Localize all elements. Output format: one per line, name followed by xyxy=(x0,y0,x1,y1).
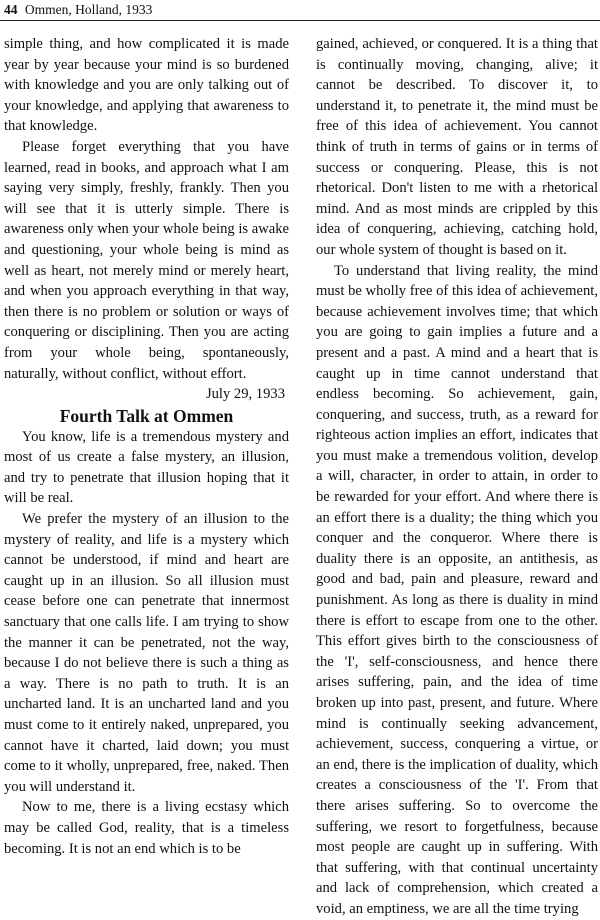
left-column xyxy=(4,34,289,859)
running-title: Ommen, Holland, 1933 xyxy=(24,2,153,17)
header-rule xyxy=(0,20,600,21)
running-header xyxy=(4,2,152,18)
paragraph: Now to me, there is a living ecstasy which may be called God, reality, that is a timeless becoming. It is not an end which is to be xyxy=(4,799,289,857)
section-heading: Fourth Talk at Ommen xyxy=(59,405,234,426)
right-column xyxy=(316,34,598,920)
paragraph: To understand that living reality, the mind must be wholly free of this idea of achievement, because achievement involves time; that which you are going to gain implies a future and a present and a past. A mind and a heart that is caught up in time cannot understand that endless becoming. So achievement, gain, conquering, and success, truth, as a reward for righteous action implies an effort, indicates that you must make a tremendous volition, develop a will, character, in order to attain, in order to be rewarded for your effort. And where there is an effort there is a duality; the thing which you conquer and the conqueror. Where there is duality there is an opposite, an antithesis, as good and bad, pain and pleasure, reward and punishment. As long as there is duality in mind there is effort to escape from one to the other. This effort gives birth to the consciousness of the 'I', self-consciousness, and hence there arises suffering, pain, and the idea of time broken up into past, present, and future. Where mind is continually seeking advancement, achievement, success, conquering a virtue, or an end, there is the implication of duality, which creates a consciousness of the 'I'. From that there arises suffering. So to overcome the suffering, we resort to forgetfulness, because most people are caught up in suffering. With that suffering, with that continual uncertainty and lack of comprehension, which created a void, an emptiness, we are all the time trying xyxy=(316,262,598,917)
paragraph: You know, life is a tremendous mystery and most of us create a false mystery, an illusion, and try to penetrate that illusion hoping that it will be real. xyxy=(4,428,289,507)
paragraph: We prefer the mystery of an illusion to the mystery of reality, and life is a mystery which cannot be understood, if mind and heart are caught up in an illusion. So all illusion must cease before one can penetrate that innermost sanctuary that one calls life. I am trying to show the manner it can be penetrated, not the way, because I do not believe there is such a thing as a way. There is no path to truth. It is an uncharted land. It is an uncharted land and you must come to it entirely naked, unprepared, you cannot have it charted, laid down; you must come to it wholly, unprepared, free, naked. Then you will understand it. xyxy=(4,511,289,795)
paragraph: Please forget everything that you have learned, read in books, and approach what I am saying very simply, freshly, frankly. Then you will see that it is utterly simple. There is awareness only when your whole being is awake and questioning, your whole being is mind as well as heart, not merely mind or merely heart, and when you approach everything in that way, then there is no problem or solution or ways of conquering or disciplining. Then you are acting from your whole being, spontaneously, naturally, without conflict, without effort. xyxy=(4,138,289,382)
talk-date: July 29, 1933 xyxy=(205,386,285,403)
paragraph: gained, achieved, or conquered. It is a thing that is continually moving, changing, alive; it cannot be described. To discover it, to understand it, to penetrate it, the mind must be free of this idea of achievement. You cannot think of truth in terms of gains or in terms of success or conquering. Please, this is not rhetorical. Don't listen to me with a rhetorical mind. And as most minds are crippled by this idea of conquering, achieving, catching hold, our whole system of thought is based on it. xyxy=(316,36,598,258)
paragraph: simple thing, and how complicated it is made year by year because your mind is so burdened with knowledge and you are only talking out of your knowledge, and applying that awareness to that knowledge. xyxy=(4,36,289,135)
page-number: 44 xyxy=(4,2,18,17)
